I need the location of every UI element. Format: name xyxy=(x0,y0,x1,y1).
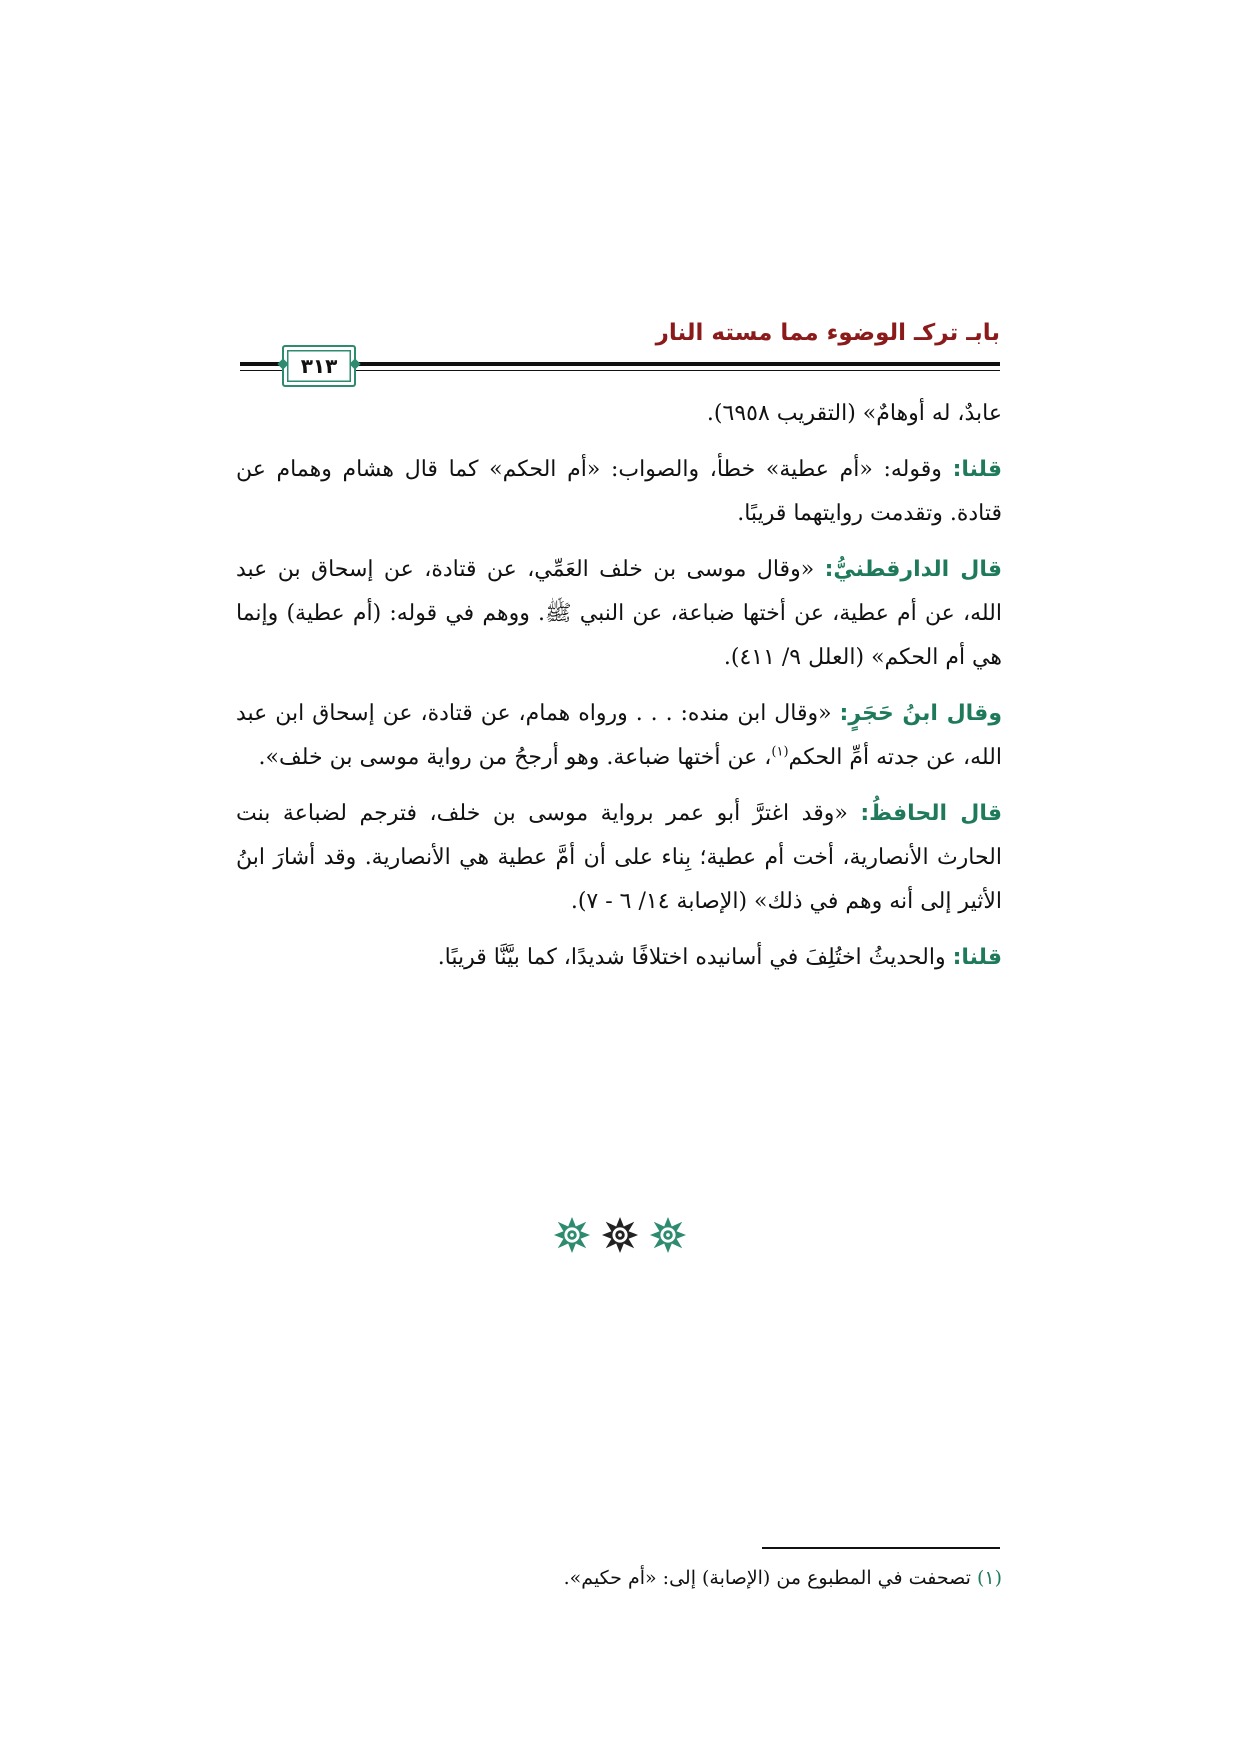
paragraph-5 xyxy=(236,792,1002,924)
footnote-reference[interactable]: (١) xyxy=(771,744,789,760)
paragraph-text-continued: ، عن أختها ضباعة. وهو أرجحُ من رواية موسى بن خلف». xyxy=(258,745,772,770)
paragraph-text: والحديثُ اختُلِفَ في أسانيده اختلافًا شديدًا، كما بيَّنَّا قريبًا. xyxy=(437,945,953,970)
paragraph-text: «وقال موسى بن خلف العَمِّي، عن قتادة، عن إسحاق بن عبد الله، عن أم عطية، عن أختها ضباعة، عن النبي ﷺ. ووهم في قوله: (أم عطية) وإنما هي أم الحكم» (العلل ٩/ ٤١١). xyxy=(236,557,1002,670)
paragraph-lead: قال الحافظُ: xyxy=(860,801,1003,826)
chapter-title: بابـ تركـ الوضوء مما مسته النار xyxy=(655,320,1000,346)
paragraph-3 xyxy=(236,548,1002,680)
paragraph-1 xyxy=(236,392,1002,436)
paragraph-text: «وقد اغترَّ أبو عمر برواية موسى بن خلف، فترجم لضباعة بنت الحارث الأنصارية، أخت أم عطية؛ بِناء على أن أمَّ عطية هي الأنصارية. وقد أشارَ ابنُ الأثير إلى أنه وهم في ذلك» (الإصابة ١٤/ ٦ - ٧). xyxy=(236,801,1002,914)
paragraph-lead: قلنا: xyxy=(952,457,1002,482)
footnote-number: (١) xyxy=(976,1567,1002,1589)
paragraph-text: عابدٌ، له أوهامٌ» (التقريب ٦٩٥٨). xyxy=(706,401,1002,426)
paragraph-2 xyxy=(236,448,1002,536)
footnote-text: تصحفت في المطبوع من (الإصابة) إلى: «أم حكيم». xyxy=(563,1567,977,1589)
star-flower-icon xyxy=(601,1216,639,1254)
footnote xyxy=(236,1560,1002,1596)
paragraph-lead: وقال ابنُ حَجَرٍ: xyxy=(839,701,1002,726)
section-divider xyxy=(520,1216,720,1256)
paragraph-text: وقوله: «أم عطية» خطأ، والصواب: «أم الحكم» كما قال هشام وهمام عن قتادة. وتقدمت روايتهما قريبًا. xyxy=(236,457,1002,526)
paragraph-lead: قلنا: xyxy=(952,945,1002,970)
footnote-separator xyxy=(762,1547,1000,1549)
page-number-frame xyxy=(282,345,356,387)
paragraph-4 xyxy=(236,692,1002,780)
page-header xyxy=(240,320,1000,382)
paragraph-6 xyxy=(236,936,1002,980)
main-text xyxy=(236,392,1002,992)
paragraph-text: «وقال ابن منده: . . . ورواه همام، عن قتادة، عن إسحاق ابن عبد الله، عن جدته أمِّ الحكم xyxy=(236,701,1002,770)
star-flower-icon xyxy=(649,1216,687,1254)
star-flower-icon xyxy=(553,1216,591,1254)
page-number: ٣١٣ xyxy=(297,354,342,378)
paragraph-lead: قال الدارقطنيُّ: xyxy=(824,557,1002,582)
